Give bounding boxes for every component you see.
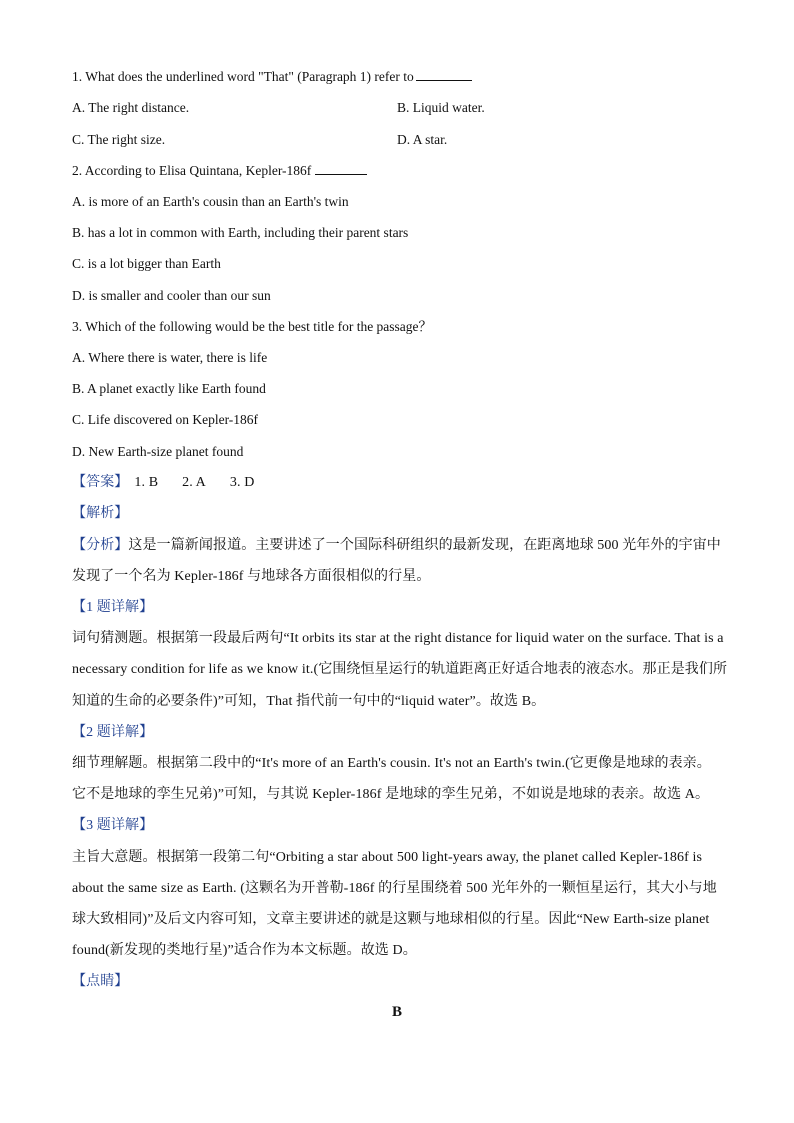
question-2-option-d: D. is smaller and cooler than our sun xyxy=(72,288,271,303)
detail-3-line-2: about the same size as Earth. (这颗名为开普勒-186f 的行星围绕着 500 光年外的一颗恒星运行，其大小与地 xyxy=(72,881,717,896)
question-3-option-b: B. A planet exactly like Earth found xyxy=(72,381,266,396)
analysis-label: 【解析】 xyxy=(72,506,129,521)
question-3-option-c: C. Life discovered on Kepler-186f xyxy=(72,412,259,427)
detail-3-line-3: 球大致相同)”及后文内容可知，文章主要讲述的就是这颗与地球相似的行星。因此“New Earth-size planet xyxy=(72,912,710,927)
question-1-option-a: A. The right distance. xyxy=(72,100,190,115)
question-1-option-d: D. A star. xyxy=(397,132,448,147)
question-3-stem: 3. Which of the following would be the best title for the passage？ xyxy=(72,319,433,334)
detail-2-line-1: 细节理解题。根据第二段中的“It's more of an Earth's cousin. It's not an Earth's twin.(它更像是地球的表亲。 xyxy=(72,756,711,771)
question-1-text: 1. What does the underlined word "That" (Paragraph 1) refer to xyxy=(72,69,414,84)
question-1-option-b: B. Liquid water. xyxy=(397,100,485,115)
question-3-option-d: D. New Earth-size planet found xyxy=(72,444,244,459)
detail-1-line-1: 词句猜测题。根据第一段最后两句“It orbits its star at the right distance for liquid water on the surface. That is a xyxy=(72,631,724,646)
question-2-text: 2. According to Elisa Quintana, Kepler-186f xyxy=(72,163,312,178)
fenxi-line-1 xyxy=(72,537,721,555)
detail-1-line-2: necessary condition for life as we know it.(它围绕恒星运行的轨道距离正好适合地表的液态水。那正是我们所 xyxy=(72,662,728,677)
fenxi-text-1: 这是一篇新闻报道。主要讲述了一个国际科研组织的最新发现，在距离地球 500 光年外的宇宙中 xyxy=(128,538,721,553)
detail-2-label: 【2 题详解】 xyxy=(72,725,154,740)
answer-values xyxy=(134,475,278,490)
detail-2-line-2: 它不是地球的孪生兄弟)”可知，与其说 Kepler-186f 是地球的孪生兄弟，不如说是地球的表亲。故选 A。 xyxy=(72,787,710,802)
detail-1-line-3: 知道的生命的必要条件)”可知，That 指代前一句中的“liquid water”。故选 B。 xyxy=(72,694,546,709)
question-2-option-c: C. is a lot bigger than Earth xyxy=(72,256,221,271)
question-1-option-c: C. The right size. xyxy=(72,132,166,147)
question-2-option-a: A. is more of an Earth's cousin than an Earth's twin xyxy=(72,194,349,209)
answer-2: 2. A xyxy=(182,475,206,490)
question-3-option-a: A. Where there is water, there is life xyxy=(72,350,268,365)
answer-label: 【答案】 xyxy=(72,475,129,490)
detail-3-label: 【3 题详解】 xyxy=(72,818,154,833)
answer-3: 3. D xyxy=(229,475,255,490)
answer-blank xyxy=(416,68,472,81)
fenxi-label: 【分析】 xyxy=(72,538,129,553)
detail-1-label: 【1 题详解】 xyxy=(72,600,154,615)
answer-line xyxy=(72,474,278,492)
section-letter: B xyxy=(391,1004,402,1020)
question-1-stem xyxy=(72,68,472,86)
answer-1: 1. B xyxy=(134,475,159,490)
question-2-option-b: B. has a lot in common with Earth, including their parent stars xyxy=(72,225,409,240)
fenxi-line-2: 发现了一个名为 Kepler-186f 与地球各方面很相似的行星。 xyxy=(72,569,431,584)
detail-3-line-4: found(新发现的类地行星)”适合作为本文标题。故选 D。 xyxy=(72,943,417,958)
question-2-stem xyxy=(72,162,367,180)
detail-3-line-1: 主旨大意题。根据第一段第二句“Orbiting a star about 500 light-years away, the planet called Kepler-186f is xyxy=(72,850,702,865)
dianjing-label: 【点睛】 xyxy=(72,974,129,989)
answer-blank xyxy=(315,162,367,175)
